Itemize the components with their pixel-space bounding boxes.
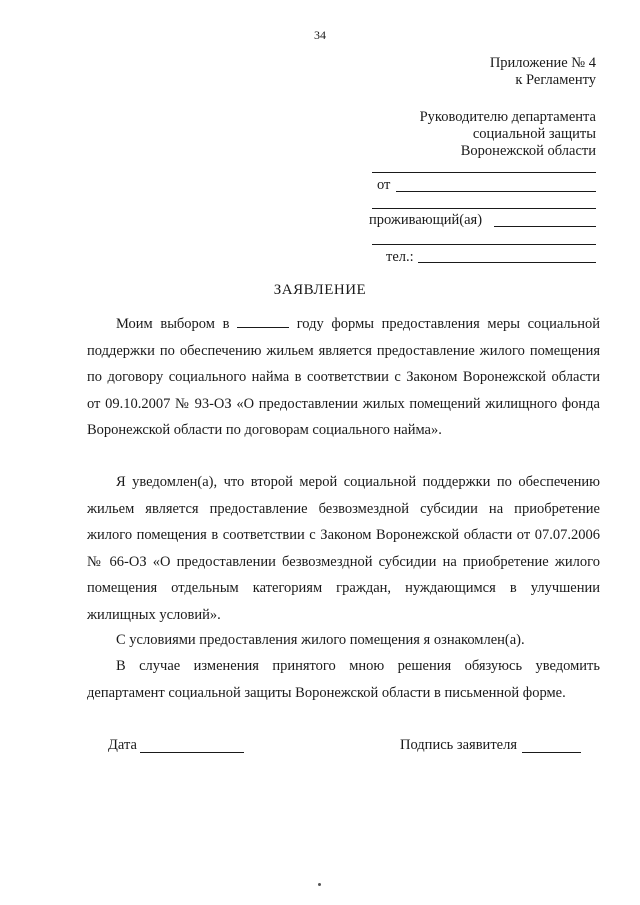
- document-title: ЗАЯВЛЕНИЕ: [273, 282, 367, 298]
- regulation-label: к Регламенту: [515, 72, 596, 88]
- from-label: от: [377, 177, 391, 193]
- date-blank-line[interactable]: [140, 752, 244, 753]
- signature-blank-line[interactable]: [522, 752, 581, 753]
- scan-dot-mark: [318, 883, 321, 886]
- year-blank-line[interactable]: [237, 316, 289, 328]
- phone-label: тел.:: [386, 249, 414, 265]
- appendix-label: Приложение № 4: [489, 55, 596, 71]
- extra-blank-line[interactable]: [372, 208, 596, 209]
- paragraph-1-start: Моим выбором в: [116, 316, 230, 332]
- phone-blank-line[interactable]: [418, 262, 596, 263]
- addressee-line-2: социальной защиты: [472, 126, 596, 142]
- paragraph-1-rest: году формы предоставления меры социальной поддержки по обеспечению жильем является предоставление жилого помещения по договору социального найма в соответствии с Законом Воронежской области от 09.10.2007 № 93-ОЗ «О предоставлении жилых помещений жилищного фонда Воронежской области по договорам социального найма».: [87, 316, 601, 438]
- paragraph-4: В случае изменения принятого мною решения обязуюсь уведомить департамент социальной защиты Воронежской области в письменной форме.: [87, 658, 600, 701]
- addressee-line-3: Воронежской области: [460, 143, 596, 159]
- paragraph-1: [87, 311, 600, 444]
- date-label: Дата: [108, 737, 137, 753]
- from-blank-line[interactable]: [396, 191, 596, 192]
- signature-label: Подпись заявителя: [400, 737, 517, 753]
- page-number: 34: [314, 28, 326, 42]
- paragraph-3: С условиями предоставления жилого помещения я ознакомлен(а).: [116, 632, 525, 648]
- addressee-line-1: Руководителю департамента: [419, 109, 596, 125]
- paragraph-2: Я уведомлен(а), что второй мерой социальной поддержки по обеспечению жильем является предоставление безвозмездной субсидии на приобретение жилого помещения в соответствии с Законом Воронежской области от 07.07.2006 № 66-ОЗ «О предоставлении безвозмездной субсидии на приобретение жилого помещения отдельным категориям граждан, нуждающимся в улучшении жилищных условий».: [87, 474, 600, 623]
- residing-label: проживающий(ая): [369, 212, 483, 228]
- name-blank-line[interactable]: [372, 172, 596, 173]
- residing-blank-line[interactable]: [494, 226, 596, 227]
- address-blank-line[interactable]: [372, 244, 596, 245]
